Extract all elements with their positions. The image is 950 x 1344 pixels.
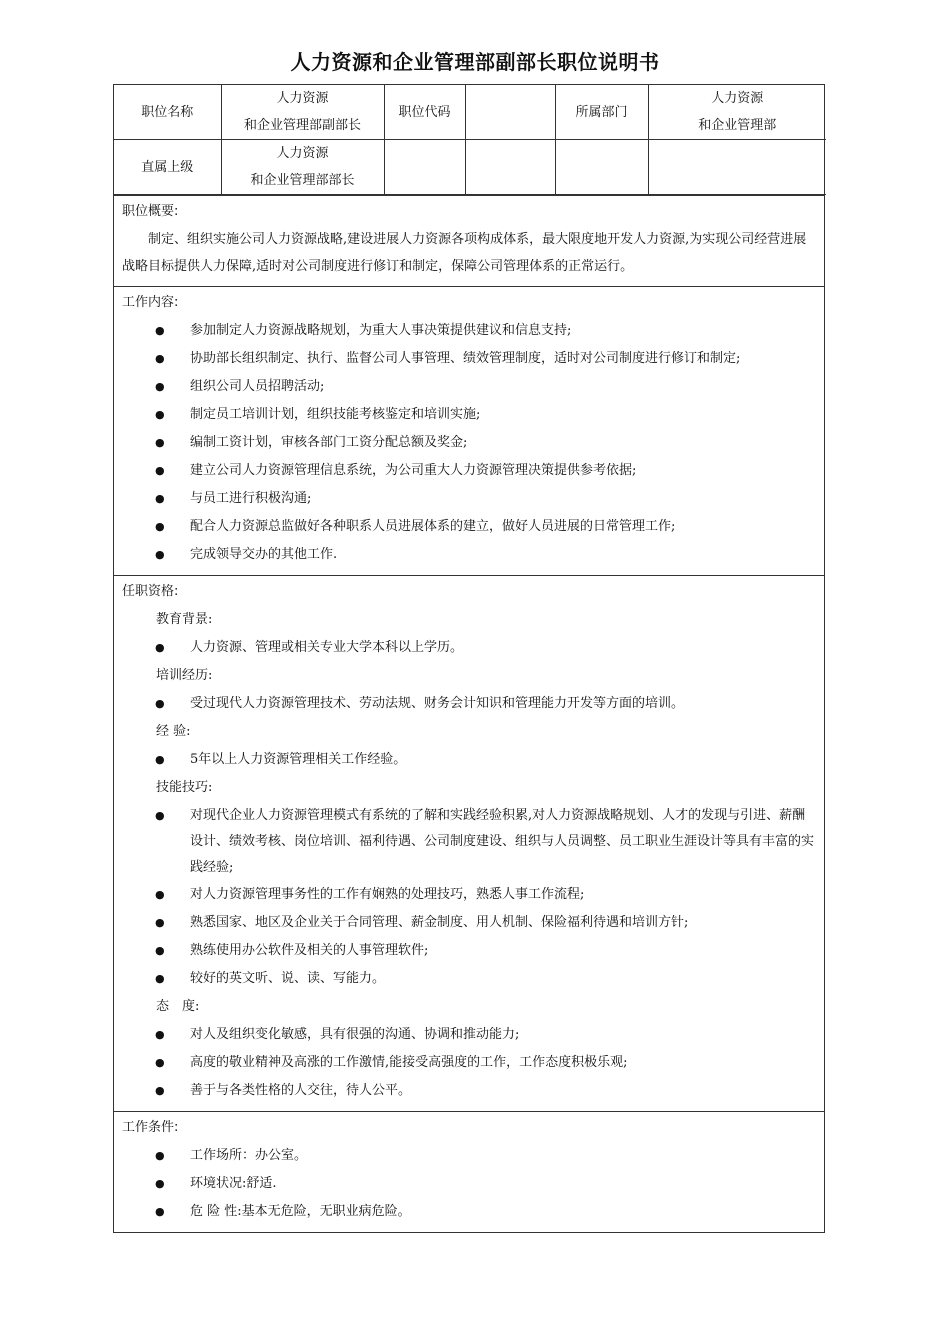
list-item-text: 组织公司人员招聘活动;	[190, 379, 325, 394]
list-item	[122, 457, 816, 485]
training-list	[122, 690, 816, 718]
bullet-icon: ●	[155, 972, 165, 985]
overview-text: 制定、组织实施公司人力资源战略,建设进展人力资源各项构成体系，最大限度地开发人力资源,为实现公司经营进展战略目标提供人力保障,适时对公司制度进行修订和制定，保障公司管理体系的正常运行。	[122, 232, 807, 274]
list-item-text: 高度的敬业精神及高涨的工作激情,能接受高强度的工作，工作态度积极乐观;	[190, 1055, 628, 1070]
list-item	[122, 1021, 816, 1049]
position-name-line1: 人力资源	[276, 91, 329, 106]
list-item-text: 对现代企业人力资源管理模式有系统的了解和实践经验积累,对人力资源战略规划、人才的发现与引进、薪酬设计、绩效考核、岗位培训、福利待遇、公司制度建设、组织与人员调整、员工职业生涯设计等具有丰富的实践经验;	[190, 808, 815, 875]
attitude-label: 态 度:	[156, 999, 200, 1014]
bullet-icon: ●	[155, 324, 165, 337]
bullet-icon: ●	[155, 753, 165, 766]
bullet-icon: ●	[155, 944, 165, 957]
list-item-text: 熟悉国家、地区及企业关于合同管理、薪金制度、用人机制、保险福利待遇和培训方针;	[190, 915, 689, 930]
skills-list	[122, 802, 816, 993]
list-item	[122, 802, 816, 881]
duties-list	[122, 317, 816, 569]
header-row-2	[114, 140, 826, 195]
list-item-text: 善于与各类性格的人交往，待人公平。	[190, 1083, 412, 1098]
list-item-text: 对人及组织变化敏感，具有很强的沟通、协调和推动能力;	[190, 1027, 520, 1042]
list-item-text: 制定员工培训计划，组织技能考核鉴定和培训实施;	[190, 407, 481, 422]
bullet-icon: ●	[155, 697, 165, 710]
bullet-icon: ●	[155, 520, 165, 533]
list-item	[122, 881, 816, 909]
list-item	[122, 317, 816, 345]
empty-cell	[555, 140, 648, 195]
list-item	[122, 401, 816, 429]
bullet-icon: ●	[155, 380, 165, 393]
position-code-value	[465, 85, 555, 140]
conditions-list	[122, 1142, 816, 1226]
bullet-icon: ●	[155, 1177, 165, 1190]
list-item-text: 完成领导交办的其他工作.	[190, 547, 338, 562]
bullet-icon: ●	[155, 548, 165, 561]
bullet-icon: ●	[155, 641, 165, 654]
qualifications-title: 任职资格:	[122, 584, 179, 599]
list-item-text: 危 险 性:基本无危险，无职业病危险。	[190, 1204, 411, 1219]
list-item-text: 配合人力资源总监做好各种职系人员进展体系的建立，做好人员进展的日常管理工作;	[190, 519, 676, 534]
attitude-list	[122, 1021, 816, 1105]
superior-label: 直属上级	[114, 140, 221, 195]
bullet-icon: ●	[155, 492, 165, 505]
department-label: 所属部门	[555, 85, 648, 140]
list-item	[122, 1077, 816, 1105]
list-item	[122, 485, 816, 513]
qualifications-section	[114, 575, 824, 1111]
training-label: 培训经历:	[156, 668, 213, 683]
bullet-icon: ●	[155, 916, 165, 929]
empty-cell	[465, 140, 555, 195]
empty-cell	[648, 140, 826, 195]
duties-section	[114, 286, 824, 575]
list-item-text: 熟练使用办公软件及相关的人事管理软件;	[190, 943, 429, 958]
education-label: 教育背景:	[156, 612, 213, 627]
list-item	[122, 429, 816, 457]
superior-value	[221, 140, 384, 195]
skills-label: 技能技巧:	[156, 780, 213, 795]
header-grid	[114, 85, 826, 195]
list-item	[122, 746, 816, 774]
bullet-icon: ●	[155, 1149, 165, 1162]
bullet-icon: ●	[155, 1056, 165, 1069]
list-item	[122, 373, 816, 401]
list-item-text: 与员工进行积极沟通;	[190, 491, 312, 506]
list-item-text: 参加制定人力资源战略规划，为重大人事决策提供建议和信息支持;	[190, 323, 572, 338]
document-title: 人力资源和企业管理部副部长职位说明书	[290, 50, 660, 74]
list-item	[122, 1142, 816, 1170]
list-item	[122, 634, 816, 662]
list-item-text: 人力资源、管理或相关专业大学本科以上学历。	[190, 640, 464, 655]
list-item-text: 编制工资计划，审核各部门工资分配总额及奖金;	[190, 435, 468, 450]
conditions-title: 工作条件:	[122, 1120, 179, 1135]
position-name-label: 职位名称	[114, 85, 221, 140]
list-item-text: 较好的英文听、说、读、写能力。	[190, 971, 386, 986]
list-item-text: 建立公司人力资源管理信息系统，为公司重大人力资源管理决策提供参考依据;	[190, 463, 637, 478]
department-value	[648, 85, 826, 140]
list-item-text: 对人力资源管理事务性的工作有娴熟的处理技巧，熟悉人事工作流程;	[190, 887, 585, 902]
bullet-icon: ●	[155, 888, 165, 901]
experience-list	[122, 746, 816, 774]
list-item	[122, 1170, 816, 1198]
conditions-section	[114, 1111, 824, 1232]
education-list	[122, 634, 816, 662]
list-item	[122, 345, 816, 373]
list-item-text: 5年以上人力资源管理相关工作经验。	[190, 752, 407, 767]
position-name-line2: 和企业管理部副部长	[243, 118, 361, 133]
list-item	[122, 513, 816, 541]
list-item	[122, 1049, 816, 1077]
bullet-icon: ●	[155, 408, 165, 421]
job-description-table	[113, 84, 825, 1233]
list-item	[122, 965, 816, 993]
department-line2: 和企业管理部	[698, 118, 777, 133]
bullet-icon: ●	[155, 352, 165, 365]
experience-label: 经 验:	[156, 724, 191, 739]
department-line1: 人力资源	[711, 91, 764, 106]
empty-cell	[384, 140, 465, 195]
overview-title: 职位概要:	[122, 204, 179, 219]
list-item-text: 受过现代人力资源管理技术、劳动法规、财务会计知识和管理能力开发等方面的培训。	[190, 696, 685, 711]
list-item	[122, 1198, 816, 1226]
duties-title: 工作内容:	[122, 295, 179, 310]
list-item	[122, 909, 816, 937]
list-item-text: 协助部长组织制定、执行、监督公司人事管理、绩效管理制度，适时对公司制度进行修订和制定;	[190, 351, 741, 366]
bullet-icon: ●	[155, 809, 165, 822]
superior-line2: 和企业管理部部长	[250, 173, 355, 188]
list-item	[122, 690, 816, 718]
superior-line1: 人力资源	[276, 146, 329, 161]
list-item	[122, 541, 816, 569]
header-row-1	[114, 85, 826, 140]
bullet-icon: ●	[155, 1205, 165, 1218]
list-item	[122, 937, 816, 965]
bullet-icon: ●	[155, 464, 165, 477]
bullet-icon: ●	[155, 1028, 165, 1041]
list-item-text: 环境状况:舒适.	[190, 1176, 277, 1191]
bullet-icon: ●	[155, 1084, 165, 1097]
list-item-text: 工作场所：办公室。	[190, 1148, 308, 1163]
bullet-icon: ●	[155, 436, 165, 449]
overview-section	[114, 195, 824, 286]
position-code-label: 职位代码	[384, 85, 465, 140]
position-name-value	[221, 85, 384, 140]
